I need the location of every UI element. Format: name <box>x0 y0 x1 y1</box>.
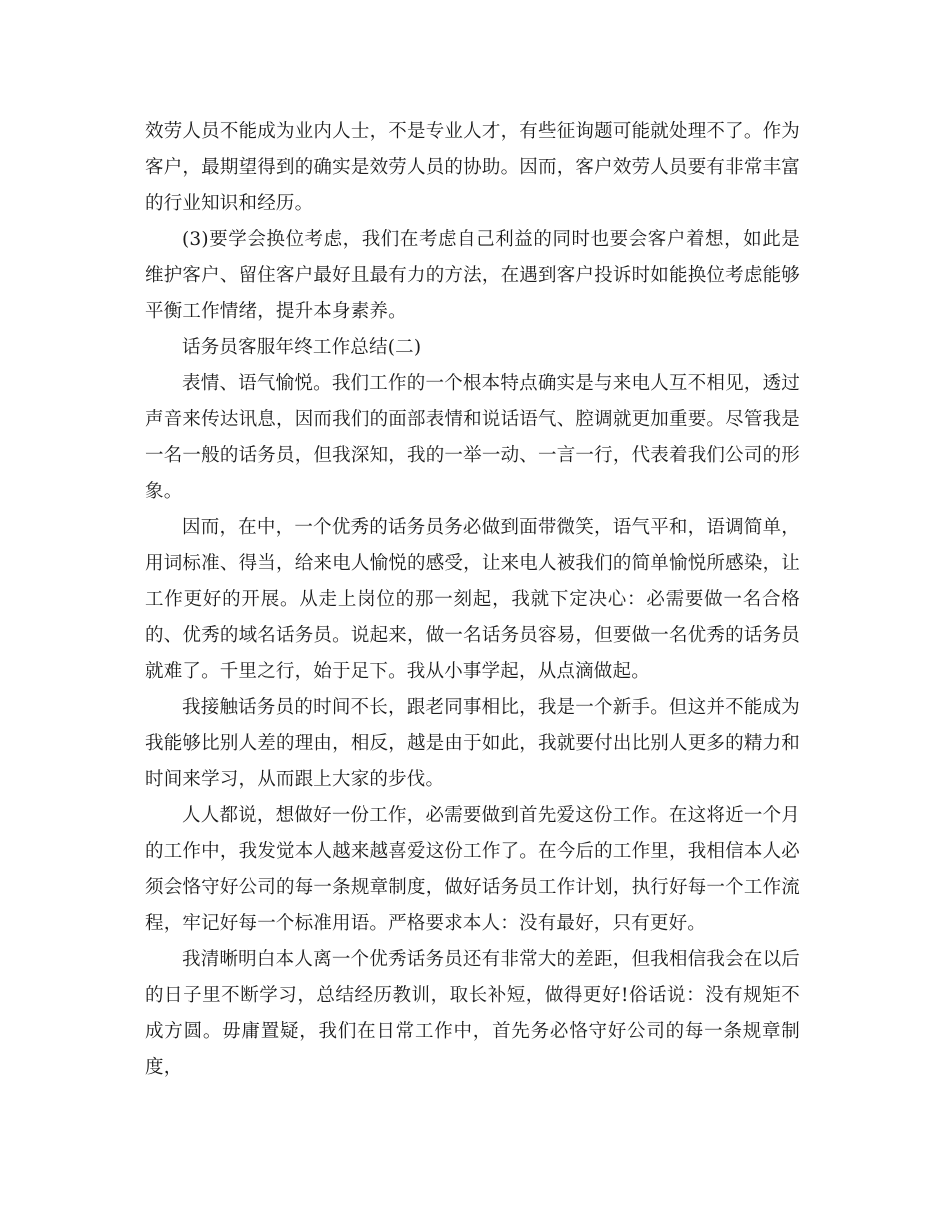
paragraph-1: 效劳人员不能成为业内人士，不是专业人才，有些征询题可能就处理不了。作为客户，最期望得到的确实是效劳人员的协助。因而，客户效劳人员要有非常丰富的行业知识和经历。 <box>145 121 800 214</box>
paragraph-6: 人人都说，想做好一份工作，必需要做到首先爱这份工作。在这将近一个月的工作中，我发觉本人越来越喜爱这份工作了。在今后的工作里，我相信本人必须会恪守好公司的每一条规章制度，做好话务员工作计划，执行好每一个工作流程，牢记好每一个标准用语。严格要求本人：没有最好，只有更好。 <box>145 805 800 934</box>
paragraph-5: 我接触话务员的时间不长，跟老同事相比，我是一个新手。但这并不能成为我能够比别人差的理由，相反，越是由于如此，我就要付出比别人更多的精力和时间来学习，从而跟上大家的步伐。 <box>145 697 800 790</box>
paragraph-4: 因而，在中，一个优秀的话务员务必做到面带微笑，语气平和，语调简单，用词标准、得当，给来电人愉悦的感受，让来电人被我们的简单愉悦所感染，让工作更好的开展。从走上岗位的那一刻起，我就下定决心：必需要做一名合格的、优秀的域名话务员。说起来，做一名话务员容易，但要做一名优秀的话务员就难了。千里之行，始于足下。我从小事学起，从点滴做起。 <box>145 517 800 682</box>
section-heading: 话务员客服年终工作总结(二) <box>182 337 422 358</box>
paragraph-2: (3)要学会换位考虑，我们在考虑自己利益的同时也要会客户着想，如此是维护客户、留住客户最好且最有力的方法，在遇到客户投诉时如能换位考虑能够平衡工作情绪，提升本身素养。 <box>145 229 800 322</box>
paragraph-3: 表情、语气愉悦。我们工作的一个根本特点确实是与来电人互不相见，透过声音来传达讯息，因而我们的面部表情和说话语气、腔调就更加重要。尽管我是一名一般的话务员，但我深知，我的一举一动、一言一行，代表着我们公司的形象。 <box>145 373 800 502</box>
paragraph-7: 我清晰明白本人离一个优秀话务员还有非常大的差距，但我相信我会在以后的日子里不断学习，总结经历教训，取长补短，做得更好!俗话说：没有规矩不成方圆。毋庸置疑，我们在日常工作中，首先务必恪守好公司的每一条规章制度， <box>145 949 800 1078</box>
document-body <box>145 114 800 1086</box>
